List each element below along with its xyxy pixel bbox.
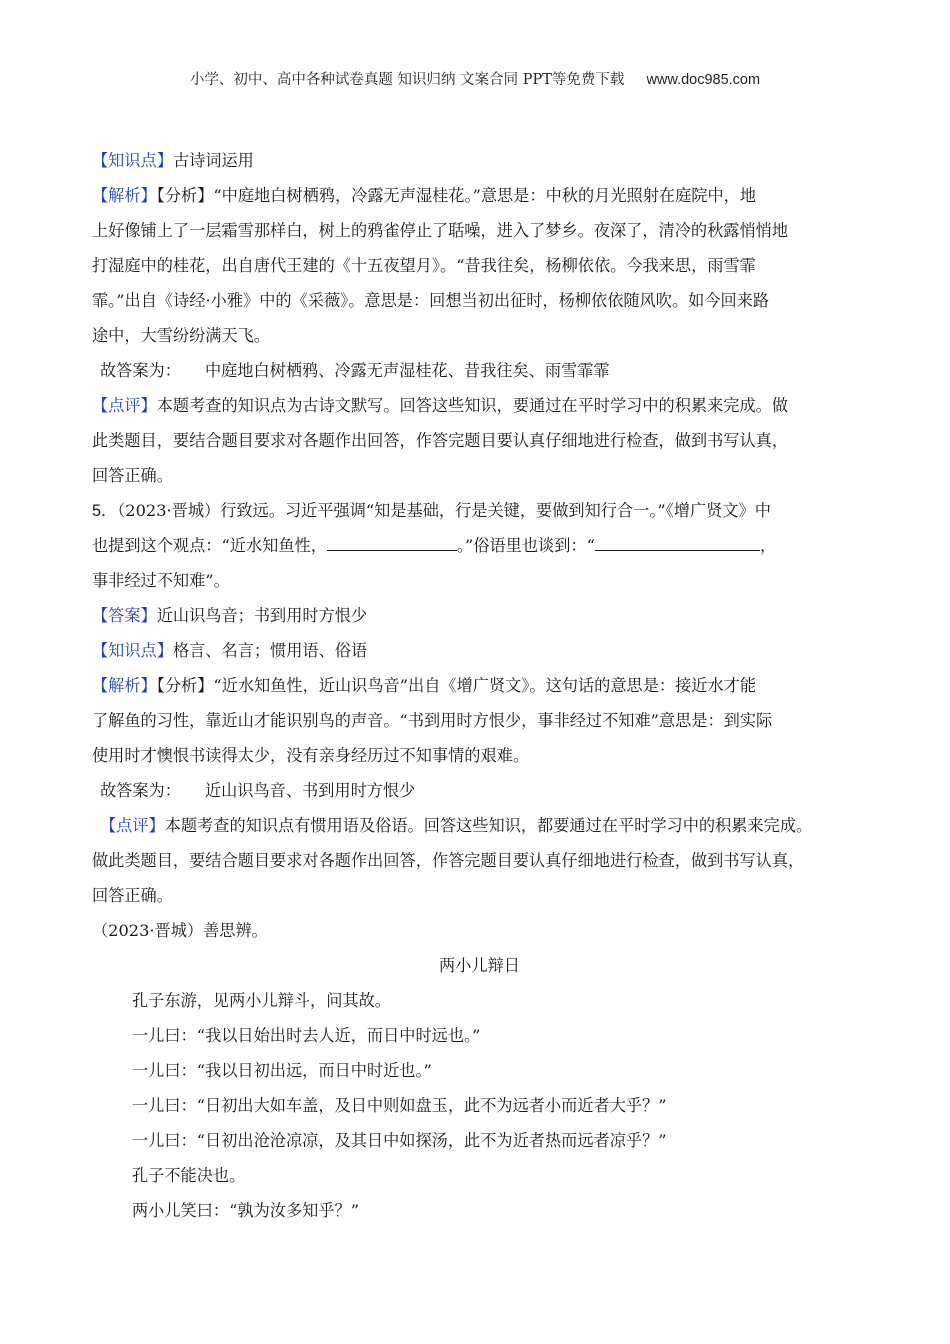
passage-line: 两小儿笑曰：“孰为汝多知乎？” [132, 1201, 359, 1220]
passage-line: 孔子不能决也。 [132, 1166, 246, 1185]
question-line [92, 528, 867, 563]
knowledge-point-text: 格言、名言；惯用语、俗语 [172, 641, 368, 660]
question-line: 事非经过不知难”。 [92, 571, 230, 590]
knowledge-point-line [92, 143, 867, 178]
answer-text: 近山识鸟音、书到用时方恨少 [204, 781, 416, 800]
analysis-line: 了解鱼的习性，靠近山才能识别鸟的声音。“书到用时方恨少，事非经过不知难”意思是：到实际 [92, 711, 773, 730]
passage-line: 孔子东游，见两小儿辩斗，问其故。 [132, 991, 391, 1010]
comment-line [92, 388, 867, 423]
analysis-text: 【分析】“中庭地白树栖鸦，冷露无声湿桂花。”意思是：中秋的月光照射在庭院中，地 [156, 186, 757, 205]
answer-blank[interactable] [595, 532, 760, 551]
answer-tag: 【答案】 [92, 606, 157, 625]
answer-prefix: 故答案为： [100, 781, 181, 800]
page-header [0, 68, 950, 89]
comment-line: 此类题目，要结合题目要求对各题作出回答，作答完题目要认真仔细地进行检查，做到书写认真， [92, 431, 789, 450]
comment-text: 本题考查的知识点为古诗文默写。回答这些知识，要通过在平时学习中的积累来完成。做 [156, 396, 789, 415]
answer-text: 中庭地白树栖鸦、冷露无声湿桂花、昔我往矣、雨雪霏霏 [204, 361, 610, 380]
answer-prefix: 故答案为： [100, 361, 181, 380]
analysis-tag: 【解析】 [92, 676, 157, 695]
question-line [92, 493, 867, 528]
analysis-line [92, 178, 867, 213]
answer-blank[interactable] [327, 532, 457, 551]
passage-title: 两小儿辩日 [439, 956, 520, 975]
question-text: 。”俗语里也谈到：“ [456, 536, 595, 555]
document-body [92, 143, 867, 1228]
analysis-tag: 【解析】 [92, 186, 157, 205]
analysis-line: 霏。”出自《诗经·小雅》中的《采薇》。意思是：回想当初出征时，杨柳依依随风吹。如今回来路 [92, 291, 770, 310]
passage-line: 一儿曰：“我以日始出时去人近，而日中时远也。” [132, 1026, 481, 1045]
header-url[interactable]: www.doc985.com [646, 72, 761, 88]
header-text: 小学、初中、高中各种试卷真题 知识归纳 文案合同 PPT等免费下载 [189, 72, 625, 88]
comment-line [92, 808, 867, 843]
answer-line [92, 773, 867, 808]
comment-tag: 【点评】 [92, 396, 157, 415]
knowledge-point-text: 古诗词运用 [172, 151, 254, 170]
analysis-line: 打湿庭中的桂花，出自唐代王建的《十五夜望月》。“昔我往矣，杨柳依依。今我来思，雨雪霏 [92, 256, 756, 275]
answer-key-text: 近山识鸟音；书到用时方恨少 [156, 606, 368, 625]
knowledge-point-tag: 【知识点】 [92, 641, 173, 660]
analysis-line [92, 668, 867, 703]
analysis-line: 途中，大雪纷纷满天飞。 [92, 326, 271, 345]
analysis-text: 【分析】“近水知鱼性，近山识鸟音”出自《增广贤文》。这句话的意思是：接近水才能 [156, 676, 757, 695]
analysis-line: 上好像铺上了一层霜雪那样白，树上的鸦雀停止了聒噪，进入了梦乡。夜深了，清冷的秋露悄悄地 [92, 221, 789, 240]
analysis-line: 使用时才懊恨书读得太少，没有亲身经历过不知事情的艰难。 [92, 746, 530, 765]
answer-line [92, 353, 867, 388]
passage-intro: （2023·晋城）善思辨。 [92, 921, 268, 940]
comment-tag: 【点评】 [100, 816, 165, 835]
question-text: （2023·晋城）行致远。习近平强调“知是基础，行是关键，要做到知行合一。”《增广贤文》中 [117, 501, 771, 520]
comment-line: 回答正确。 [92, 886, 173, 905]
answer-key-line [92, 598, 867, 633]
passage-line: 一儿曰：“日初出沧沧凉凉，及其日中如探汤，此不为近者热而远者凉乎？” [132, 1131, 667, 1150]
passage-line: 一儿曰：“我以日初出远，而日中时近也。” [132, 1061, 432, 1080]
knowledge-point-tag: 【知识点】 [92, 151, 173, 170]
comment-text: 本题考查的知识点有惯用语及俗语。回答这些知识，都要通过在平时学习中的积累来完成。 [164, 816, 813, 835]
question-number: 5． [92, 502, 118, 520]
comment-line: 回答正确。 [92, 466, 173, 485]
passage-line: 一儿曰：“日初出大如车盖，及日中则如盘玉，此不为远者小而近者大乎？” [132, 1096, 667, 1115]
question-text: 也提到这个观点：“近水知鱼性， [92, 536, 327, 555]
knowledge-point-line [92, 633, 867, 668]
comment-line: 做此类题目，要结合题目要求对各题作出回答，作答完题目要认真仔细地进行检查，做到书写认真， [92, 851, 805, 870]
question-text: ， [759, 536, 777, 555]
